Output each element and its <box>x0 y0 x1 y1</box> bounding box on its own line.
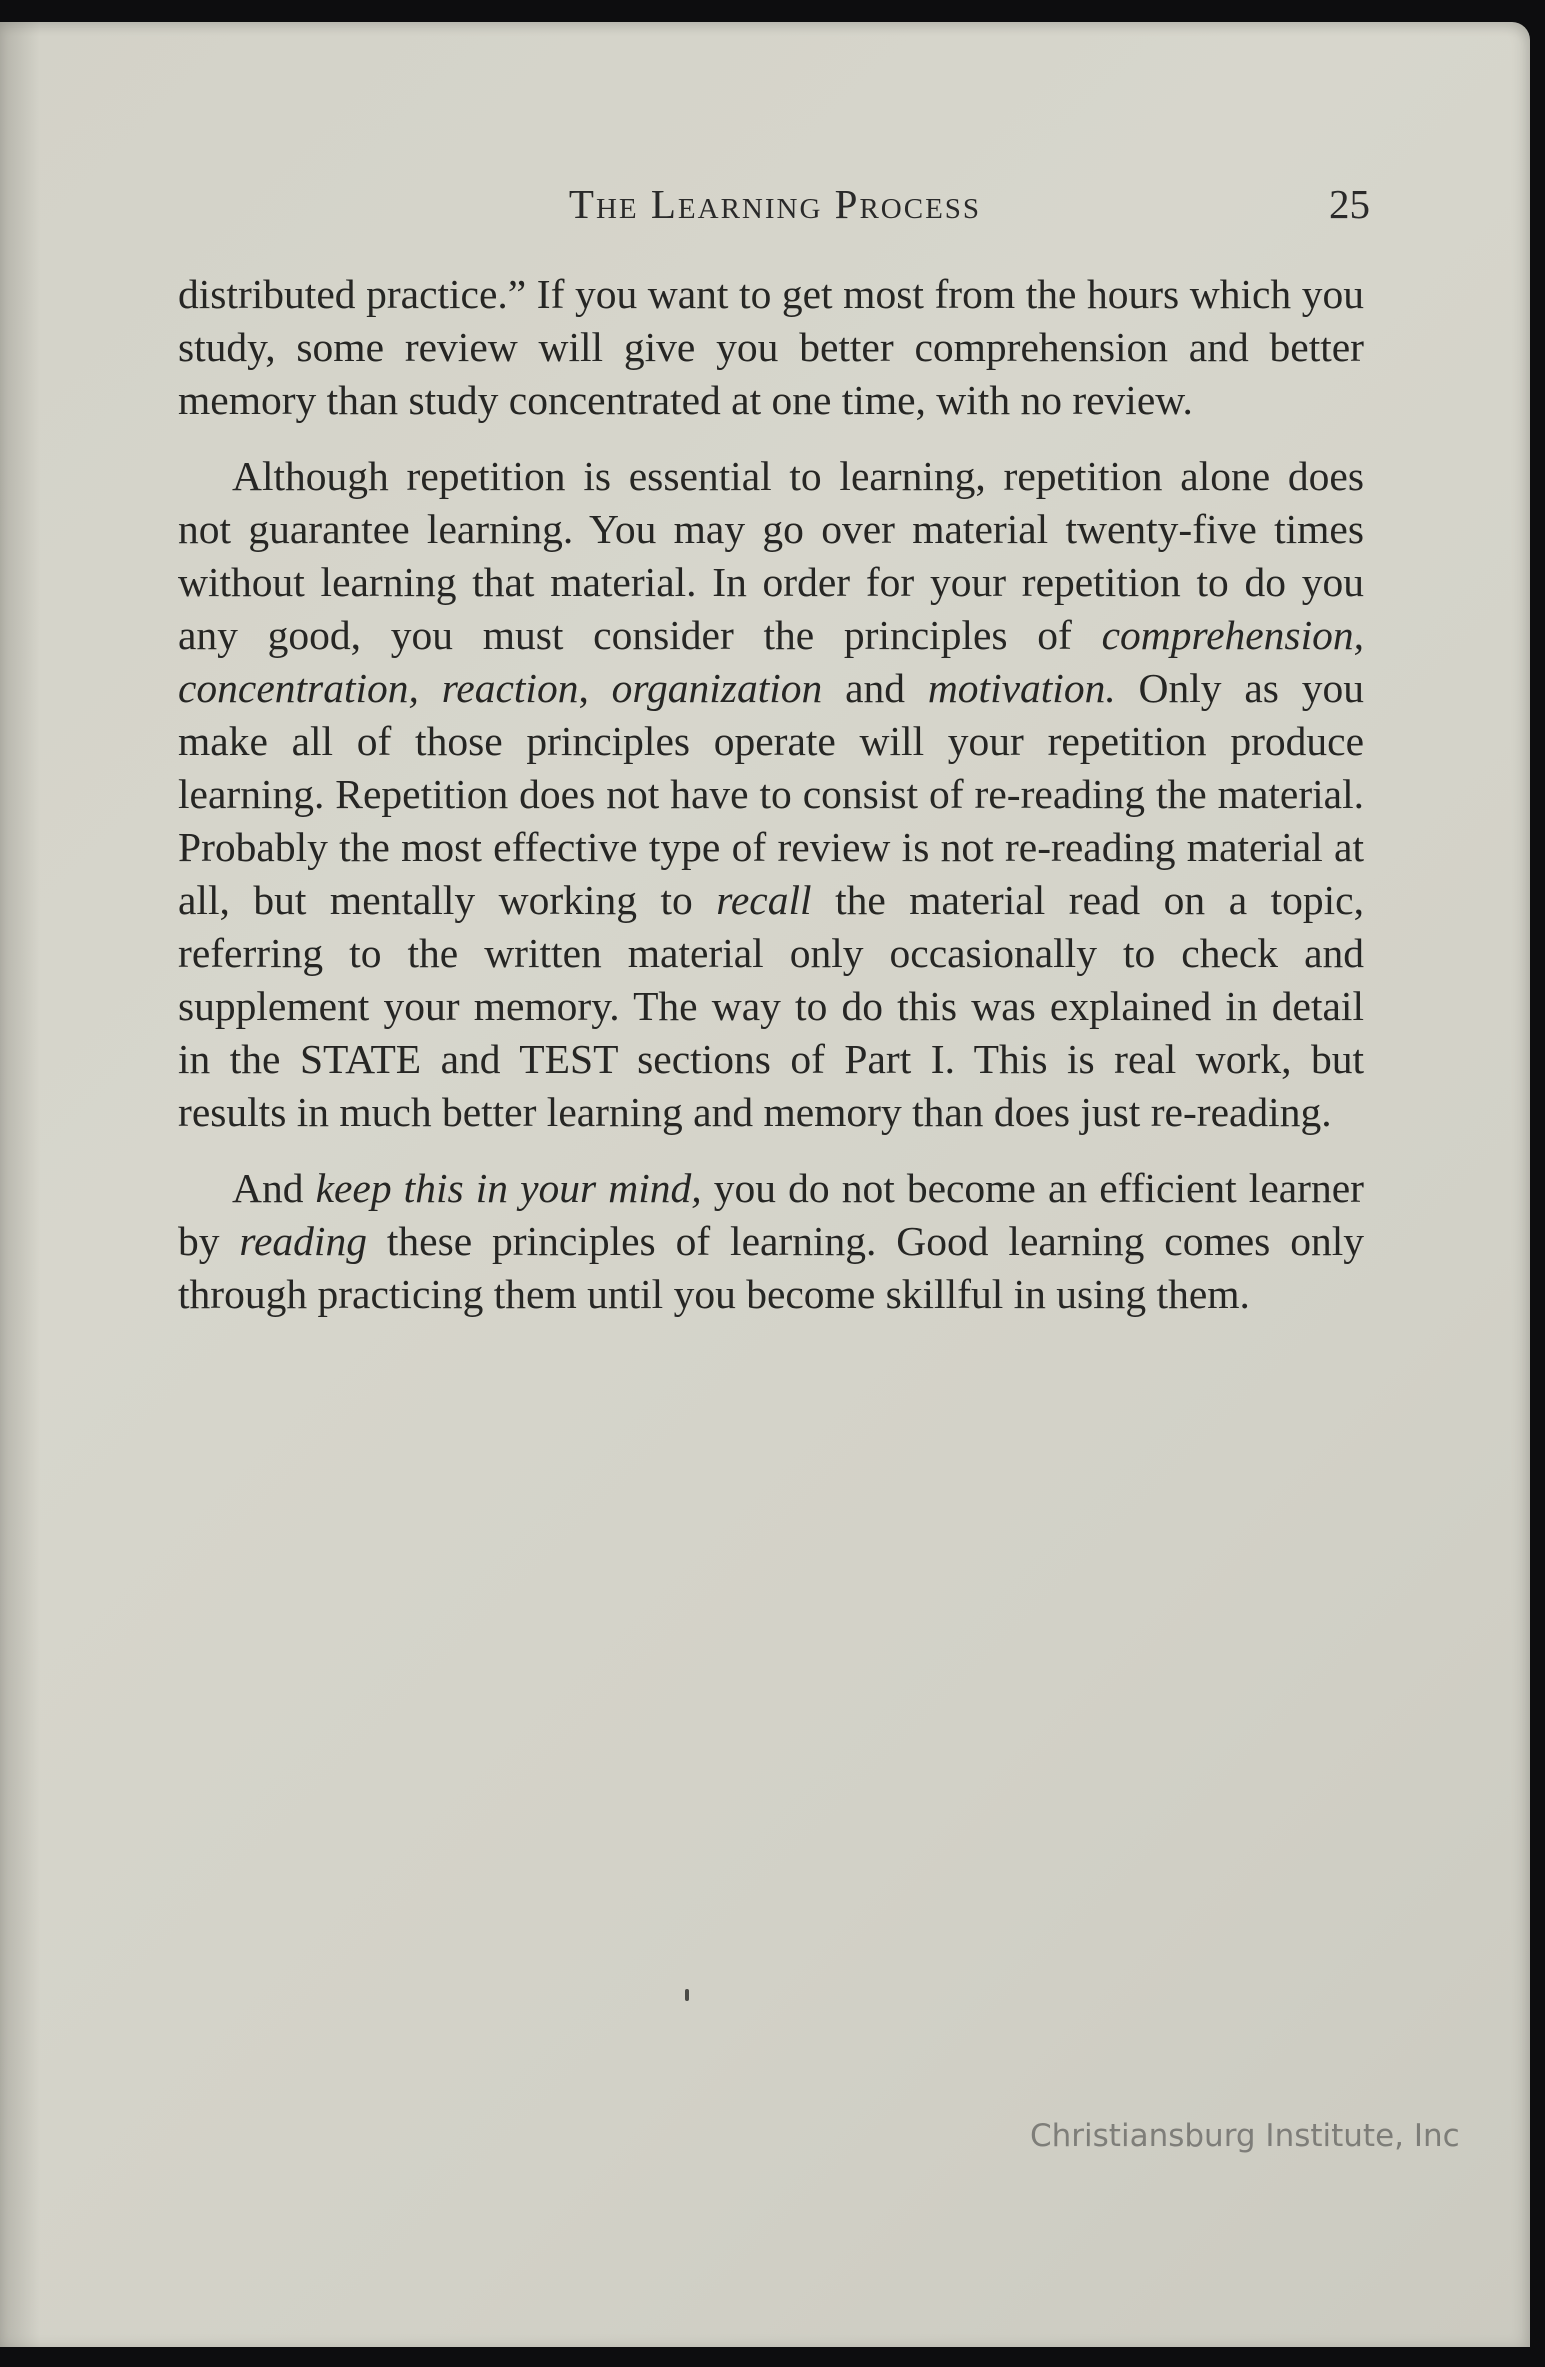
running-head <box>180 180 1370 240</box>
italic-text-segment: recall <box>716 877 812 923</box>
body-text <box>178 268 1364 1344</box>
italic-text-segment: motivation. <box>927 665 1116 711</box>
paragraph-1 <box>178 268 1364 427</box>
book-page <box>0 22 1530 2347</box>
text-segment: Although repetition is essential to learning, repetition alone does not guarantee learning. You may go over material twenty-five times without learning that material. In order for your repetition to do you any good, you must consider the principles of <box>178 453 1364 658</box>
stray-ink-mark <box>685 1989 689 2001</box>
italic-text-segment: organization <box>611 665 823 711</box>
watermark: Christiansburg Institute, Inc <box>1030 2118 1460 2154</box>
italic-text-segment: reading <box>239 1218 367 1264</box>
text-segment: Only as you make all of those principles operate will your repetition produce learning. Repetition does not have to consist of re-reading the material. Probably the most effective type of review is not re-reading material at all, but mentally working to <box>178 665 1364 923</box>
text-segment: these principles of learning. Good learning comes only through practicing them until you become skillful in using them. <box>178 1218 1364 1317</box>
text-segment: the material read on a topic, referring to the written material only occasionally to check and supplement your memory. The way to do this was explained in detail in the STATE and TEST sections of Part I. This is real work, but results in much better learning and memory than does just re-reading. <box>178 877 1364 1135</box>
paragraph-3 <box>178 1162 1364 1321</box>
text-segment: distributed practice.” If you want to get most from the hours which you study, some review will give you better comprehension and better memory than study concentrated at one time, with no review. <box>178 271 1364 423</box>
text-segment: you do not become an efficient learner by <box>178 1165 1364 1264</box>
paragraph-2 <box>178 450 1364 1139</box>
text-segment: and <box>822 665 928 711</box>
text-segment: And <box>232 1165 316 1211</box>
running-title: The Learning Process <box>568 181 982 227</box>
italic-text-segment: keep this in your mind, <box>315 1165 702 1211</box>
italic-text-segment: comprehension, concentration, reaction <box>178 612 1364 711</box>
text-segment: , <box>578 665 612 711</box>
page-number: 25 <box>1329 181 1370 227</box>
